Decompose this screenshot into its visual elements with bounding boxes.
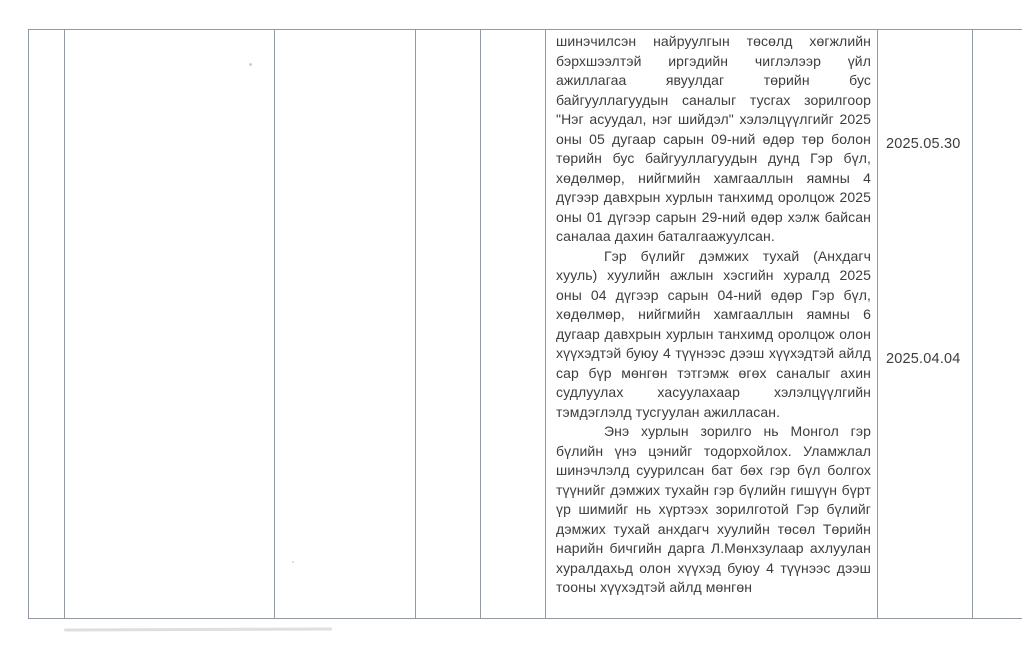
paragraph-continuation: шинэчилсэн найруулгын төсөлд хөгжлийн бэрхшээлтэй иргэдийн чиглэлээр үйл ажиллагаа явуулдаг төрийн бус байгууллагуудын саналыг тусгах зорилгоор "Нэг асуудал, нэг шийдэл" хэлэлцүүлгийг 2025 оны 05 дугаар сарын 09-ний өдөр төр болон төрийн бус байгууллагуудын дунд Гэр бүл, хөдөлмөр, нийгмийн хамгааллын яамны 4 дүгээр давхрын хурлын танхимд оролцож 2025 оны 01 дүгээр сарын 29-ний өдөр хэлж байсан саналаа дахин баталгаажуулсан. — [556, 33, 871, 244]
table-cell-empty-4 — [416, 30, 481, 618]
table-cell-dates — [878, 30, 973, 618]
table-cell-main-text — [546, 30, 878, 618]
paragraph-working-group-meeting: Гэр бүлийг дэмжих тухай (Анхдагч хууль) хуулийн ажлын хэсгийн хуралд 2025 оны 04 дүгээр сарын 04-ний өдөр Гэр бүл, хөдөлмөр, нийгмийн хамгааллын яамны 6 дугаар давхрын хурлын танхимд оролцож олон хүүхэдтэй буюу 4 түүнээс дээш хүүхэдтэй айлд сар бүр мөнгөн тэтгэмж өгөх саналыг ахин судлуулах хасуулахаар хэлэлцүүлгийн тэмдэглэлд тусгуулан ажилласан. — [556, 247, 871, 420]
table-cell-empty-5 — [481, 30, 546, 618]
table-cell-empty-3 — [275, 30, 416, 618]
table-cell-empty-right — [973, 30, 1022, 618]
paragraph-meeting-purpose: Энэ хурлын зорилго нь Монгол гэр бүлийн үнэ цэнийг тодорхойлох. Уламжлал шинэчлэлд суурилсан бат бөх гэр бүл болгох түүнийг дэмжих тухайн гэр бүлийн гишүүн бүрт үр шимийг нь хүртээх зорилготой Гэр бүлийг дэмжих тухай анхдагч хуулийн төсөл Төрийн нарийн бичгийн дарга Л.Мөнхзулаар ахлуулан хуралдахьд олон хүүхэд буюу 4 түүнээс дээш тооны хүүхэдтэй айлд мөнгөн — [556, 423, 871, 595]
date-entry-1: 2025.05.30 — [886, 136, 961, 152]
table-cell-empty-2 — [65, 30, 275, 618]
scan-artifact-smudge — [64, 628, 332, 632]
scan-artifact-speck — [249, 63, 252, 66]
date-entry-2: 2025.04.04 — [886, 351, 961, 367]
document-table — [28, 29, 1022, 619]
table-cell-empty-1 — [29, 30, 65, 618]
scan-artifact-speck — [292, 561, 294, 563]
